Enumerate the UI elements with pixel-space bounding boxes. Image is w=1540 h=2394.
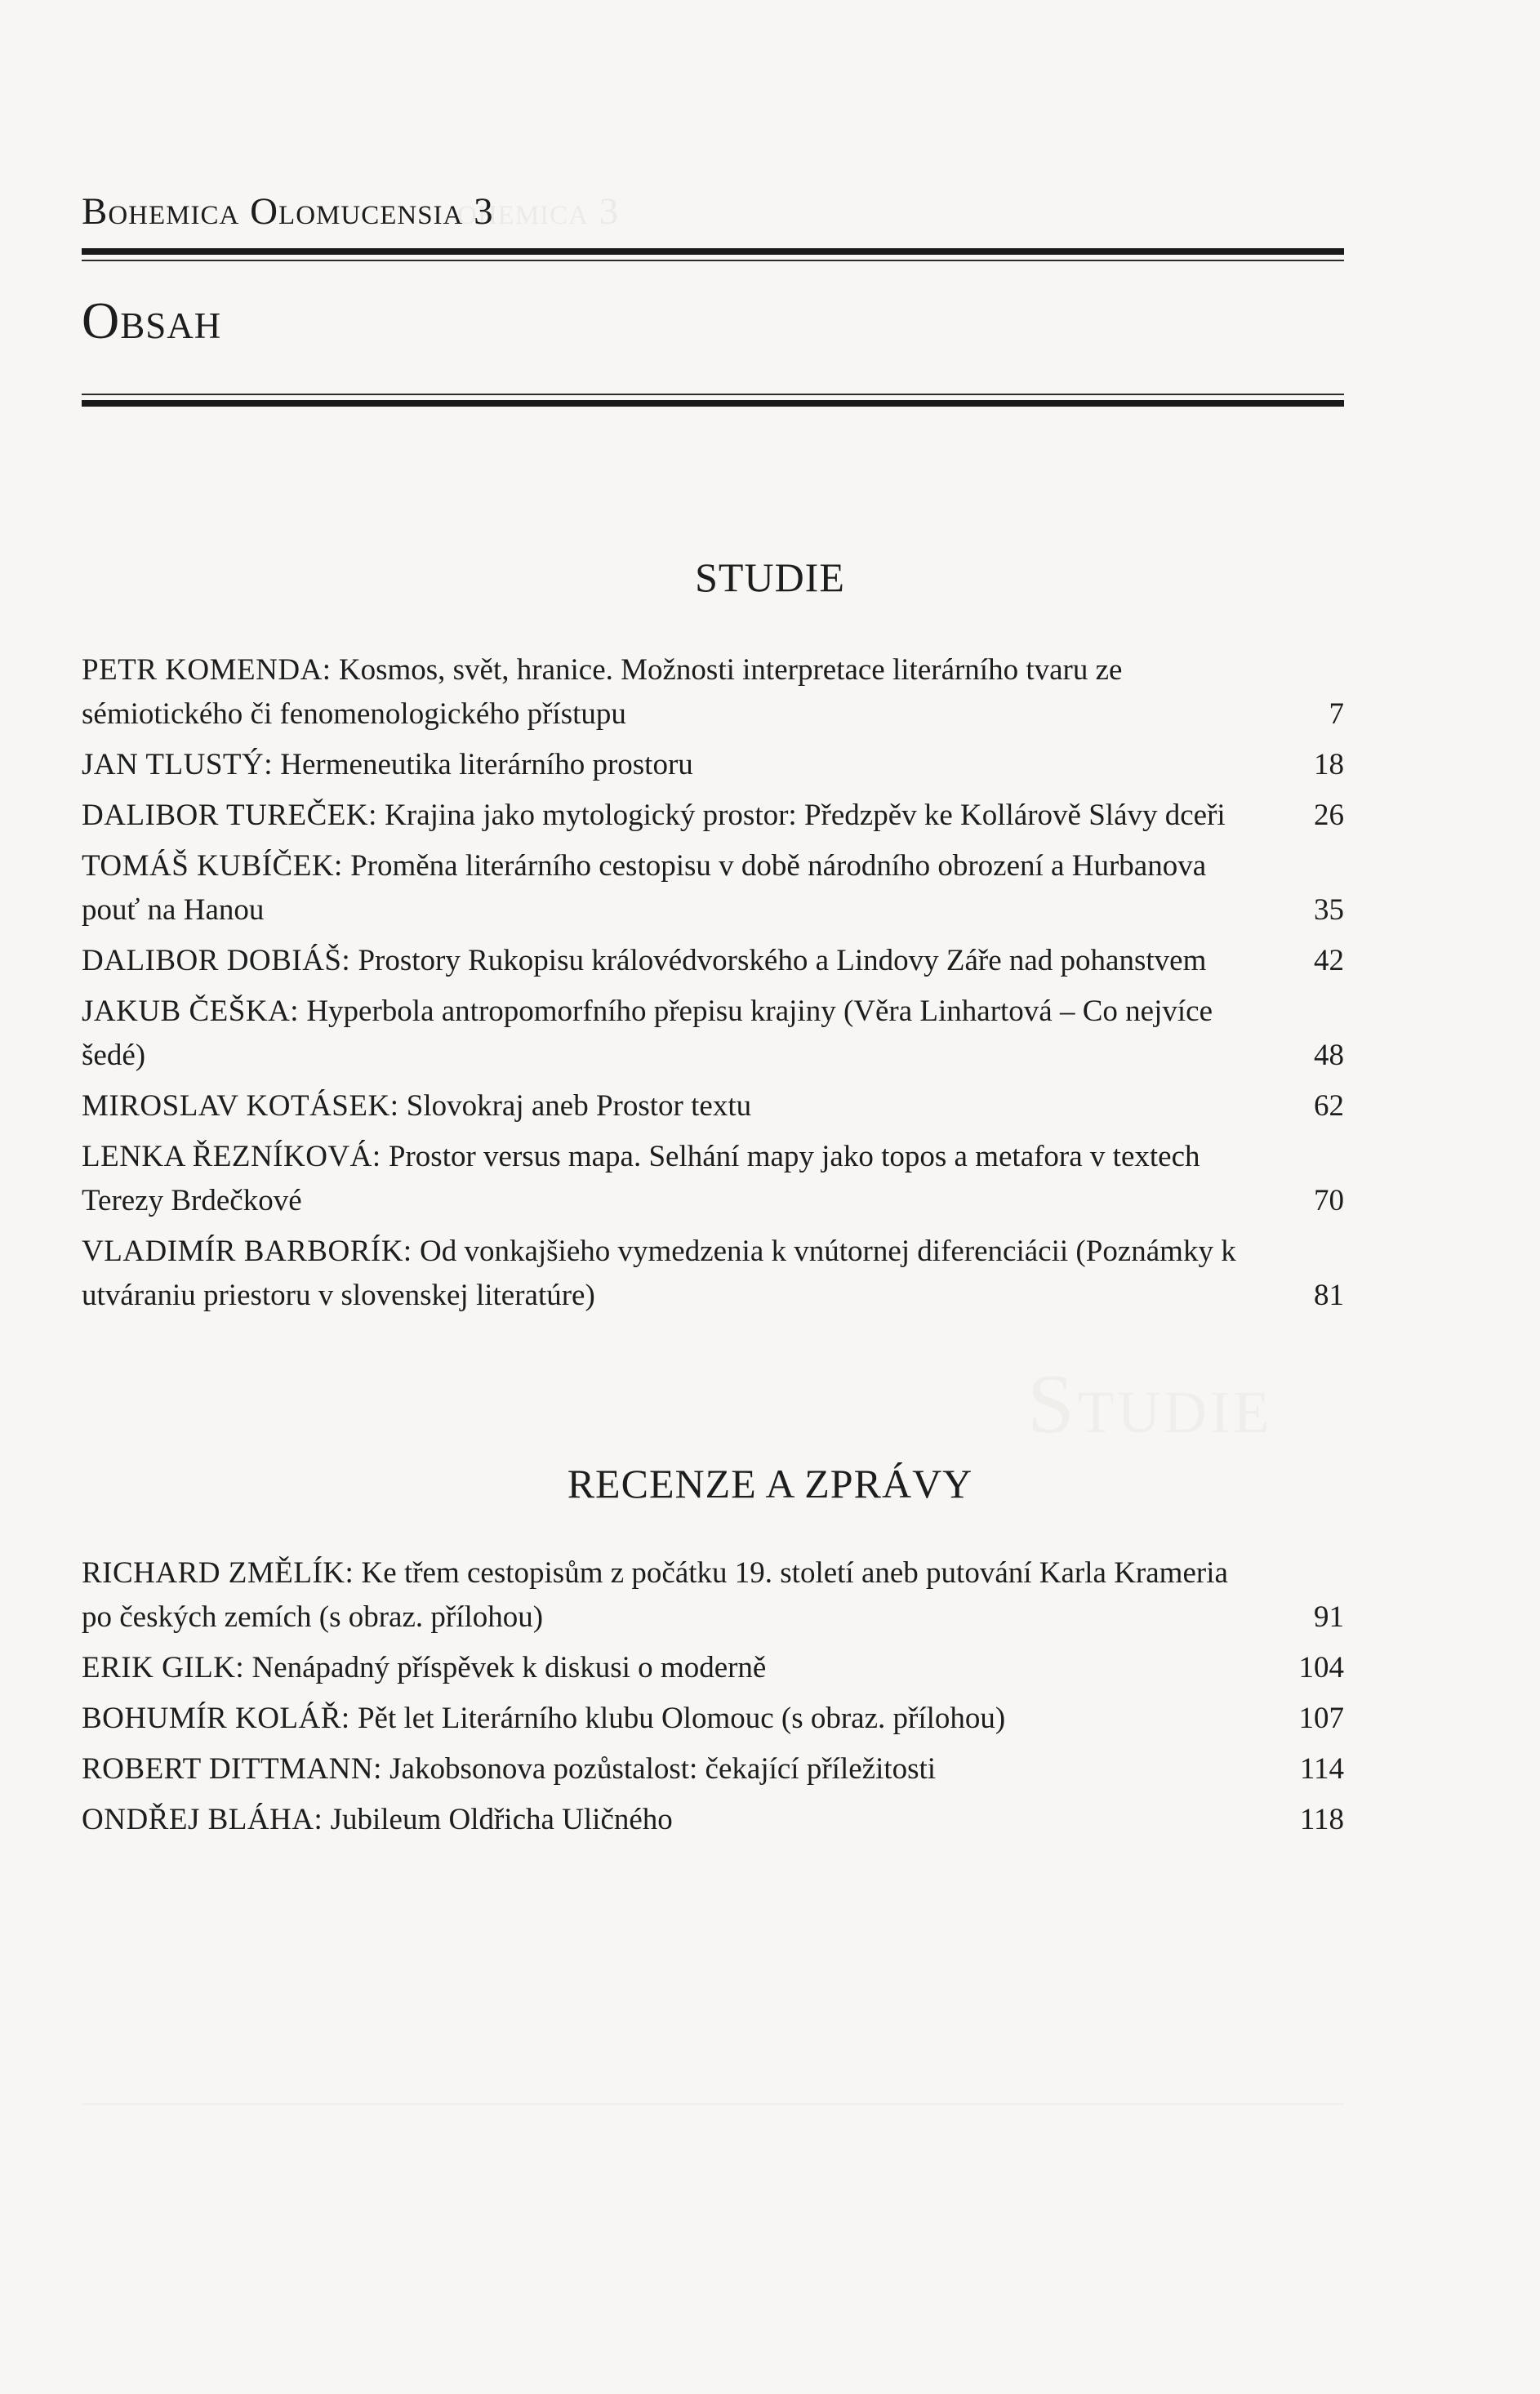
toc-page-number: 91	[1314, 1600, 1344, 1634]
toc-author: LENKA ŘEZNÍKOVÁ:	[82, 1140, 381, 1173]
toc-entry	[82, 844, 1344, 932]
toc-author: JAN TLUSTÝ:	[82, 748, 274, 781]
toc-page-number: 104	[1298, 1651, 1344, 1684]
toc-entry-text	[82, 1084, 1241, 1128]
toc-title: Od vonkajšieho vymedzenia k vnútornej diferenciácii (Poznámky k utváraniu priestoru v slovenskej literatúre)	[82, 1235, 1236, 1312]
toc-author: DALIBOR DOBIÁŠ:	[82, 944, 351, 977]
toc-entry	[82, 1135, 1344, 1223]
toc-title: Pět let Literárního klubu Olomouc (s obraz. přílohou)	[357, 1702, 1006, 1735]
toc-entry-text	[82, 939, 1241, 983]
toc-entry-text	[82, 743, 1241, 787]
page-title: Obsah	[82, 291, 222, 349]
header-rule-bottom-thin	[82, 394, 1344, 395]
toc-entry	[82, 1697, 1344, 1741]
toc-page-number: 42	[1314, 944, 1344, 977]
toc-title: Nenápadný příspěvek k diskusi o moderně	[251, 1651, 767, 1684]
toc-page-number: 114	[1299, 1752, 1344, 1786]
toc-page-number: 26	[1314, 799, 1344, 832]
header-rule-top-thin	[82, 260, 1344, 261]
toc-entry	[82, 1646, 1344, 1690]
toc-entry-text	[82, 1646, 1241, 1690]
section-heading-studie: STUDIE	[695, 554, 845, 600]
header-rule-top	[82, 248, 1344, 255]
toc-page-number: 118	[1299, 1803, 1344, 1836]
toc-author: VLADIMÍR BARBORÍK:	[82, 1235, 412, 1268]
toc-entry-text	[82, 794, 1241, 838]
toc-title: Hyperbola antropomorfního přepisu krajiny (Věra Linhartová – Co nejvíce šedé)	[82, 995, 1213, 1072]
toc-title: Proměna literárního cestopisu v době národního obrození a Hurbanova pouť na Hanou	[82, 849, 1207, 927]
section-ghost: Studie	[1027, 1357, 1273, 1451]
header-rule-bottom	[82, 400, 1344, 407]
toc-entry-text	[82, 1230, 1241, 1318]
toc-page-number: 35	[1314, 893, 1344, 927]
toc-entry	[82, 743, 1344, 787]
toc-entry-text	[82, 1747, 1241, 1791]
toc-list-studie	[82, 648, 1344, 1324]
toc-title: Kosmos, svět, hranice. Možnosti interpretace literárního tvaru ze sémiotického či fenomenologického přístupu	[82, 653, 1123, 731]
toc-page-number: 62	[1314, 1089, 1344, 1123]
toc-author: RICHARD ZMĚLÍK:	[82, 1556, 354, 1590]
journal-title: Bohemica Olomucensia 3	[82, 190, 494, 233]
toc-title: Krajina jako mytologický prostor: Předzpěv ke Kollárově Slávy dceři	[385, 799, 1226, 832]
toc-title: Jubileum Oldřicha Uličného	[330, 1803, 673, 1836]
toc-entry-text	[82, 1798, 1241, 1842]
toc-author: JAKUB ČEŠKA:	[82, 995, 300, 1028]
footer-faint-line	[82, 2103, 1344, 2105]
toc-page-number: 18	[1314, 748, 1344, 781]
toc-author: ERIK GILK:	[82, 1651, 245, 1684]
toc-title: Prostory Rukopisu královédvorského a Lindovy Záře nad pohanstvem	[358, 944, 1207, 977]
toc-page-number: 81	[1314, 1279, 1344, 1312]
toc-entry	[82, 990, 1344, 1078]
toc-author: MIROSLAV KOTÁSEK:	[82, 1089, 399, 1123]
toc-title: Hermeneutika literárního prostoru	[280, 748, 693, 781]
toc-entry-text	[82, 1697, 1241, 1741]
toc-entry	[82, 1747, 1344, 1791]
toc-author: ONDŘEJ BLÁHA:	[82, 1803, 323, 1836]
toc-entry	[82, 648, 1344, 736]
toc-author: BOHUMÍR KOLÁŘ:	[82, 1702, 350, 1735]
toc-author: DALIBOR TUREČEK:	[82, 799, 377, 832]
toc-entry-text	[82, 844, 1241, 932]
toc-page-number: 107	[1298, 1702, 1344, 1735]
toc-page-number: 7	[1329, 697, 1344, 731]
toc-entry	[82, 939, 1344, 983]
journal-ghost: ohemica 3	[457, 190, 620, 233]
toc-entry	[82, 1084, 1344, 1128]
toc-title: Jakobsonova pozůstalost: čekající příležitosti	[389, 1752, 937, 1786]
toc-list-recenze	[82, 1551, 1344, 1849]
toc-entry-text	[82, 990, 1241, 1078]
toc-author: PETR KOMENDA:	[82, 653, 332, 687]
section-heading-recenze: RECENZE A ZPRÁVY	[567, 1461, 973, 1506]
toc-title: Ke třem cestopisům z počátku 19. století aneb putování Karla Krameria po českých zemích (s obraz. přílohou)	[82, 1556, 1228, 1634]
toc-entry	[82, 794, 1344, 838]
toc-entry	[82, 1230, 1344, 1318]
toc-entry	[82, 1798, 1344, 1842]
toc-title: Slovokraj aneb Prostor textu	[406, 1089, 752, 1123]
toc-entry-text	[82, 1135, 1241, 1223]
toc-entry	[82, 1551, 1344, 1640]
toc-title: Prostor versus mapa. Selhání mapy jako topos a metafora v textech Terezy Brdečkové	[82, 1140, 1200, 1217]
toc-page-number: 48	[1314, 1039, 1344, 1072]
toc-entry-text	[82, 648, 1241, 736]
toc-author: TOMÁŠ KUBÍČEK:	[82, 849, 343, 883]
toc-author: ROBERT DITTMANN:	[82, 1752, 382, 1786]
toc-page-number: 70	[1314, 1184, 1344, 1217]
toc-entry-text	[82, 1551, 1241, 1640]
